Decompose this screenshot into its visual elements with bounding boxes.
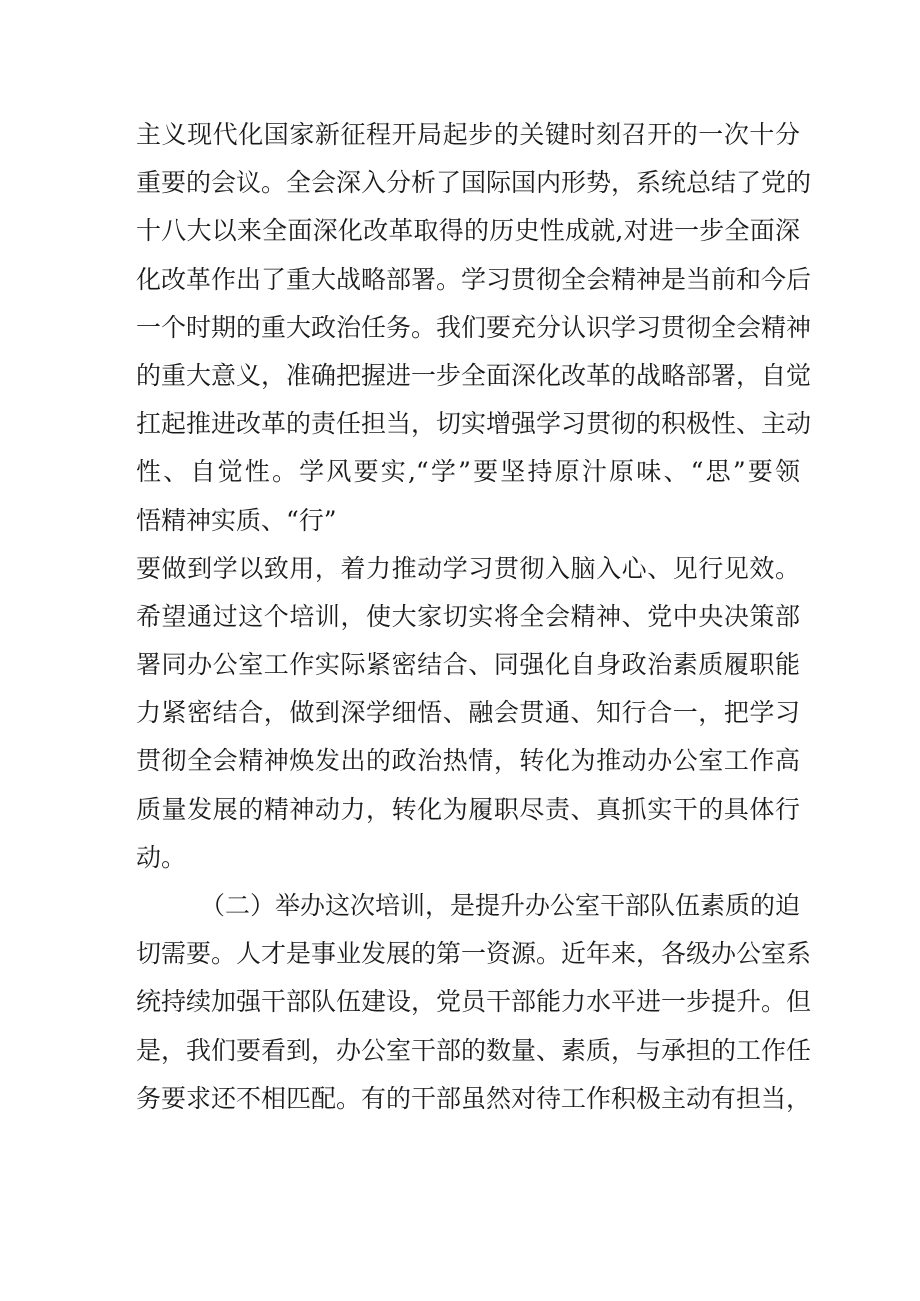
text-line: 的重大意义，准确把握进一步全面深化改革的战略部署，自觉 [136,360,812,390]
text-line: 贯彻全会精神焕发出的政治热情，转化为推动办公室工作高 [136,746,800,776]
text-line: 主义现代化国家新征程开局起步的关键时刻召开的一次十分 [136,120,800,149]
text-line: 化改革作出了重大战略部署。学习贯彻全会精神是当前和今后 [136,264,812,294]
text-line: 力紧密结合，做到深学细悟、融会贯通、知行合一，把学习 [136,698,800,728]
text-line: 十八大以来全面深化改革取得的历史性成就,对进一步全面深 [136,216,800,246]
text-line: 切需要。人才是事业发展的第一资源。近年来，各级办公室系 [136,939,812,969]
text-line: 性、自觉性。学风要实,“学”要坚持原汁原味、“思”要领 [136,457,800,487]
text-line: 动。 [136,842,187,872]
text-line: 要做到学以致用，着力推动学习贯彻入脑入心、见行见效。 [136,553,800,583]
body-text [136,111,812,1123]
section-heading-line: （二）举办这次培训，是提升办公室干部队伍素质的迫 [200,891,801,920]
text-line: 务要求还不相匹配。有的干部虽然对待工作积极主动有担当， [136,1083,812,1113]
text-line: 署同办公室工作实际紧密结合、同强化自身政治素质履职能 [136,650,800,680]
text-line: 重要的会议。全会深入分析了国际国内形势，系统总结了党的 [136,168,812,198]
text-line: 希望通过这个培训，使大家切实将全会精神、党中央决策部 [136,601,800,631]
text-line: 一个时期的重大政治任务。我们要充分认识学习贯彻全会精神 [136,312,812,342]
text-line: 统持续加强干部队伍建设，党员干部能力水平进一步提升。但 [136,987,812,1017]
text-line: 质量发展的精神动力，转化为履职尽责、真抓实干的具体行 [136,794,800,824]
text-line: 悟精神实质、“行” [136,505,337,535]
text-line: 扛起推进改革的责任担当，切实增强学习贯彻的积极性、主动 [136,409,812,439]
text-line: 是，我们要看到，办公室干部的数量、素质，与承担的工作任 [136,1035,812,1065]
